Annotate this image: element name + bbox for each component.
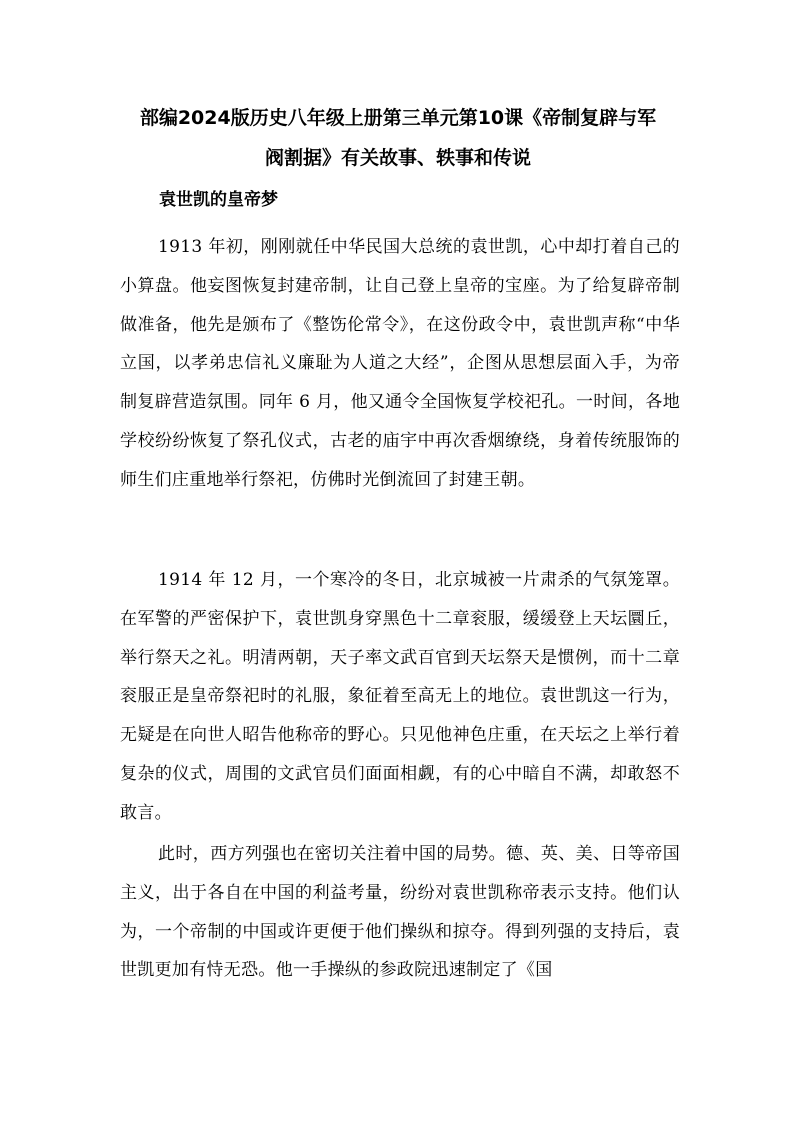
paragraph-3: 此时，西方列强也在密切关注着中国的局势。德、英、美、日等帝国主义，出于各自在中国的利益考量，纷纷对袁世凯称帝表示支持。他们认为，一个帝制的中国或许更便于他们操纵和掠夺。得到列强的支持后，袁世凯更加有恃无恐。他一手操纵的参政院迅速制定了《国 [120, 844, 680, 981]
document-title-line-1: 部编2024版历史八年级上册第三单元第10课《帝制复辟与军 [139, 107, 657, 129]
section-heading: 袁世凯的皇帝梦 [159, 190, 278, 210]
paragraph-1: 1913 年初，刚刚就任中华民国大总统的袁世凯，心中却打着自己的小算盘。他妄图恢复封建帝制，让自己登上皇帝的宝座。为了给复辟帝制做准备，他先是颁布了《整饬伦常令》，在这份政令中，袁世凯声称“中华立国，以孝弟忠信礼义廉耻为人道之大经”，企图从思想层面入手，为帝制复辟营造氛围。同年 6 月，他又通令全国恢复学校祀孔。一时间，各地学校纷纷恢复了祭孔仪式，古老的庙宇中再次香烟缭绕，身着传统服饰的师生们庄重地举行祭祀，仿佛时光倒流回了封建王朝。 [120, 237, 680, 490]
paragraph-2: 1914 年 12 月，一个寒冷的冬日，北京城被一片肃杀的气氛笼罩。在军警的严密保护下，袁世凯身穿黑色十二章衮服，缓缓登上天坛圜丘，举行祭天之礼。明清两朝，天子率文武百官到天坛祭天是惯例，而十二章衮服正是皇帝祭祀时的礼服，象征着至高无上的地位。袁世凯这一行为，无疑是在向世人昭告他称帝的野心。只见他神色庄重，在天坛之上举行着复杂的仪式，周围的文武官员们面面相觑，有的心中暗自不满，却敢怒不敢言。 [120, 570, 680, 823]
document-title-line-2: 阀割据》有关故事、轶事和传说 [264, 147, 531, 169]
